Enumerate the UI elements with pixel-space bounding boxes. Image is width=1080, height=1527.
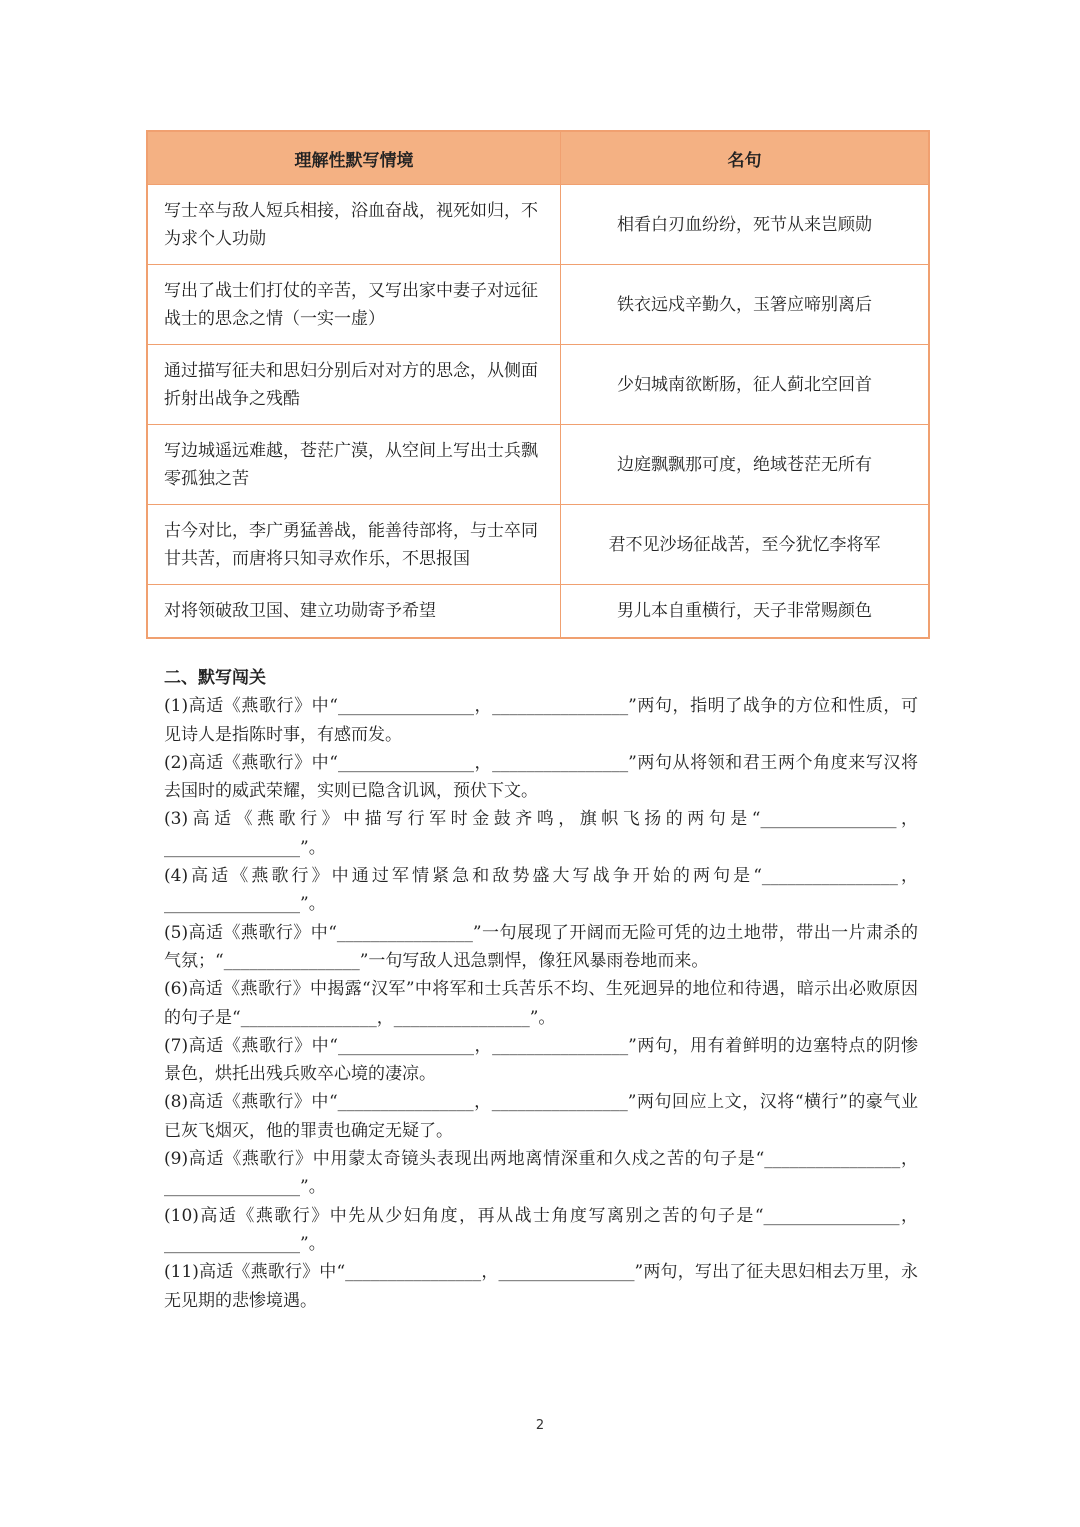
table-header-quote: 名句 xyxy=(561,131,930,185)
table-cell-context: 对将领破敌卫国、建立功勋寄予希望 xyxy=(147,585,561,639)
table-cell-quote: 少妇城南欲断肠，征人蓟北空回首 xyxy=(561,345,930,425)
question-item: (7)高适《燕歌行》中“________________，________________”两句，用有着鲜明的边塞特点的阴惨景色，烘托出残兵败卒心境的凄凉。 xyxy=(164,1035,918,1085)
question-item: (1)高适《燕歌行》中“________________，________________”两句，指明了战争的方位和性质，可见诗人是指陈时事，有感而发。 xyxy=(164,696,918,745)
question-item: (8)高适《燕歌行》中“________________，________________”两句回应上文，汉将“横行”的豪气业已灰飞烟灭，他的罪责也确定无疑了。 xyxy=(164,1092,918,1141)
table-cell-quote: 铁衣远戍辛勤久，玉箸应啼别离后 xyxy=(561,265,930,345)
table-cell-quote: 男儿本自重横行，天子非常赐颜色 xyxy=(561,585,930,639)
table-cell-context: 写边城遥远难越，苍茫广漠，从空间上写出士兵飘零孤独之苦 xyxy=(147,425,561,505)
question-item: (10)高适《燕歌行》中先从少妇角度，再从战士角度写离别之苦的句子是“________________，________________”。 xyxy=(164,1205,918,1254)
table-cell-context: 写出了战士们打仗的辛苦，又写出家中妻子对远征战士的思念之情（一实一虚） xyxy=(147,265,561,345)
table-cell-context: 古今对比，李广勇猛善战，能善待部将，与士卒同甘共苦，而唐将只知寻欢作乐，不思报国 xyxy=(147,505,561,585)
question-item: (4)高适《燕歌行》中通过军情紧急和敌势盛大写战争开始的两句是“________________，________________”。 xyxy=(164,866,918,915)
question-item: (6)高适《燕歌行》中揭露“汉军”中将军和士兵苦乐不均、生死迥异的地位和待遇，暗示出必败原因的句子是“________________，________________”。 xyxy=(164,979,918,1028)
question-item: (11)高适《燕歌行》中“________________，________________”两句，写出了征夫思妇相去万里，永无见期的悲惨境遇。 xyxy=(164,1262,918,1311)
table-row xyxy=(147,505,929,585)
dictation-section xyxy=(164,664,918,1315)
poem-table xyxy=(146,130,930,639)
question-item: (2)高适《燕歌行》中“________________，________________”两句从将领和君王两个角度来写汉将去国时的威武荣耀，实则已隐含讥讽，预伏下文。 xyxy=(164,752,918,802)
table-header-context: 理解性默写情境 xyxy=(147,131,561,185)
table-cell-quote: 君不见沙场征战苦，至今犹忆李将军 xyxy=(561,505,930,585)
table-cell-context: 通过描写征夫和思妇分别后对对方的思念，从侧面折射出战争之残酷 xyxy=(147,345,561,425)
question-item: (3)高适《燕歌行》中描写行军时金鼓齐鸣，旗帜飞扬的两句是“________________，________________”。 xyxy=(164,809,918,858)
section-title: 二、默写闯关 xyxy=(164,668,266,688)
page-number: 2 xyxy=(535,1418,545,1433)
table-cell-quote: 边庭飘飘那可度，绝域苍茫无所有 xyxy=(561,425,930,505)
table-row xyxy=(147,185,929,265)
question-item: (5)高适《燕歌行》中“________________”一句展现了开阔而无险可凭的边土地带，带出一片肃杀的气氛；“________________”一句写敌人迅急剽悍，像狂风暴雨卷地而来。 xyxy=(164,922,918,971)
question-item: (9)高适《燕歌行》中用蒙太奇镜头表现出两地离情深重和久戍之苦的句子是“________________，________________”。 xyxy=(164,1149,918,1198)
table-row xyxy=(147,585,929,639)
table-header-row xyxy=(147,131,929,185)
table-row xyxy=(147,265,929,345)
table-cell-context: 写士卒与敌人短兵相接，浴血奋战，视死如归，不为求个人功勋 xyxy=(147,185,561,265)
table-cell-quote: 相看白刃血纷纷，死节从来岂顾勋 xyxy=(561,185,930,265)
table-row xyxy=(147,345,929,425)
table-row xyxy=(147,425,929,505)
